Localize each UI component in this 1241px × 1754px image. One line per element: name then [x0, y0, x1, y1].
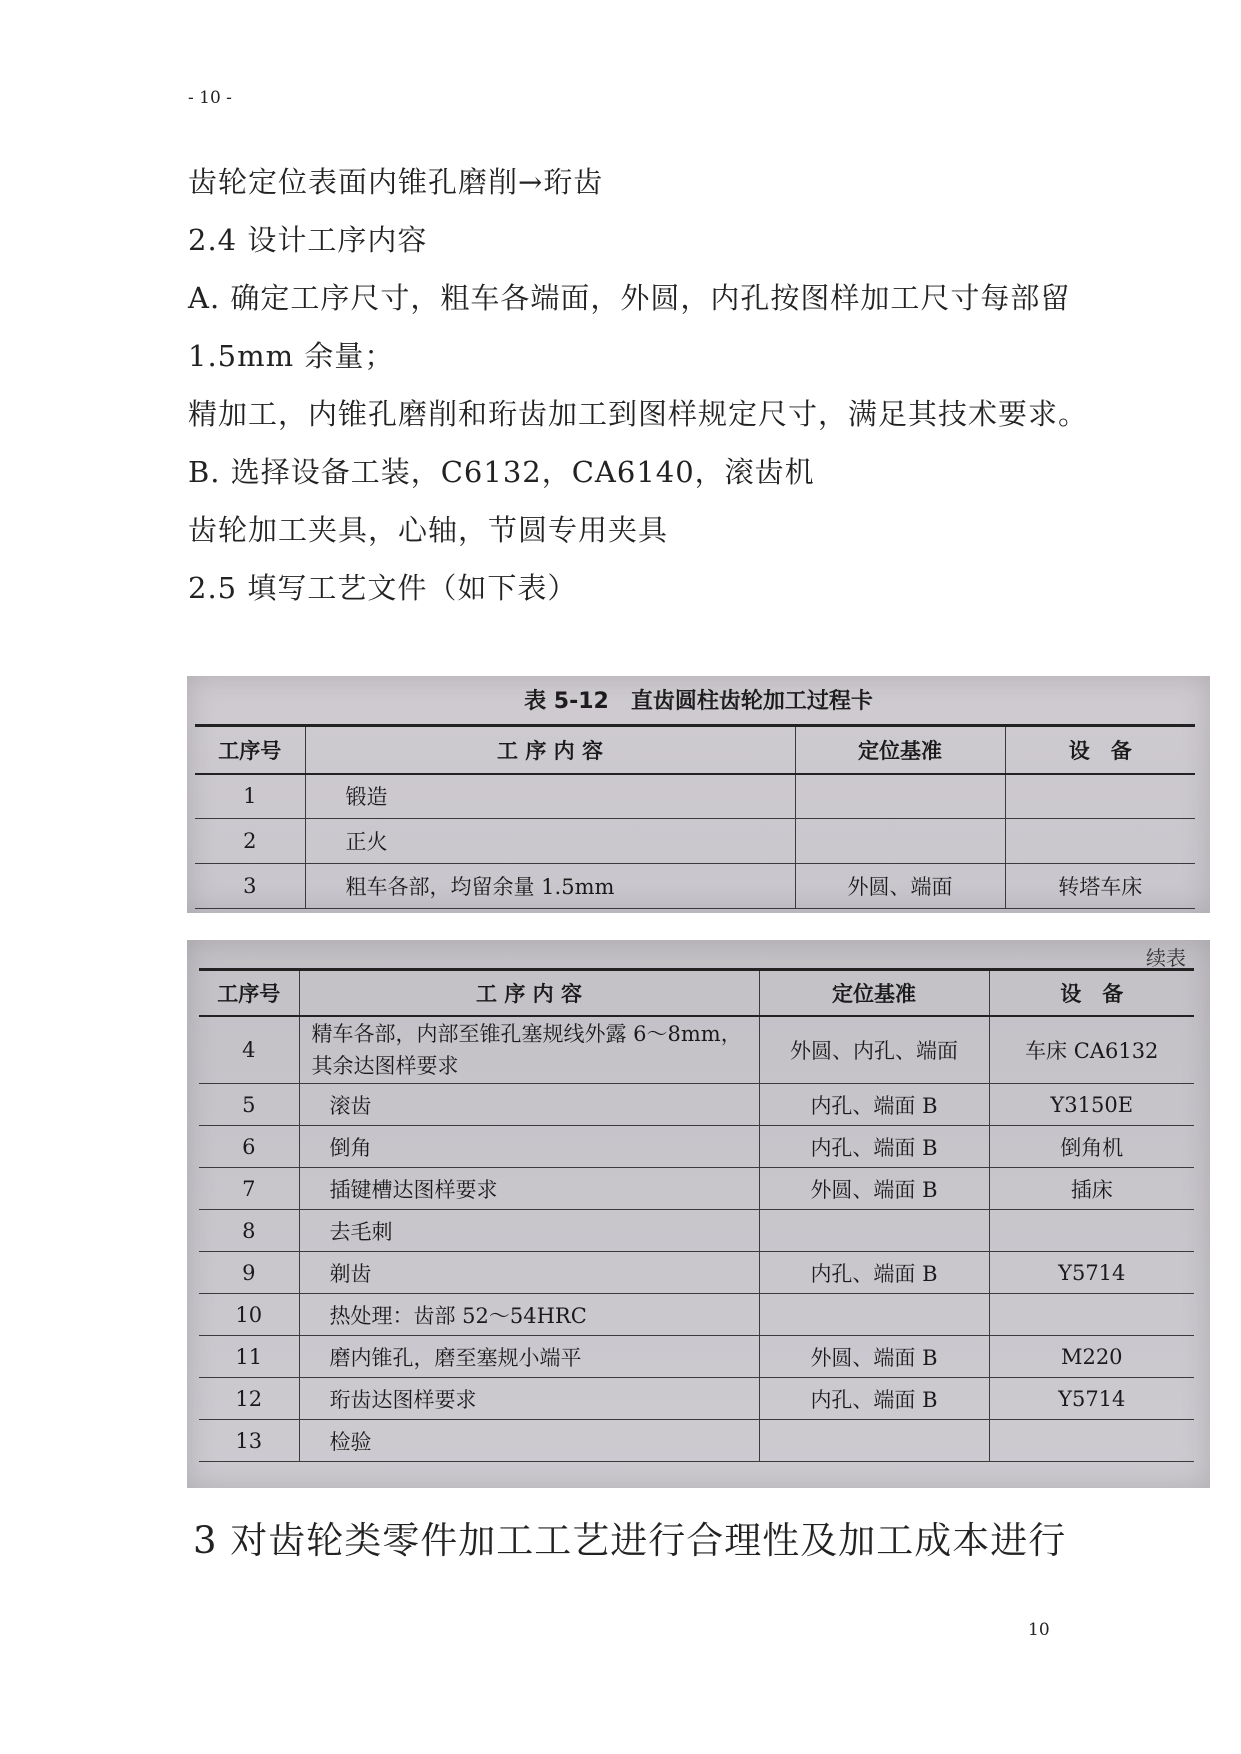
- cell-no: 11: [199, 1336, 299, 1378]
- cell-equip: 倒角机: [989, 1126, 1194, 1168]
- table-row: [195, 819, 1195, 864]
- cell-no: 5: [199, 1084, 299, 1126]
- cell-equip: Y3150E: [989, 1084, 1194, 1126]
- cell-content: 剃齿: [299, 1252, 759, 1294]
- cell-equip: [989, 1210, 1194, 1252]
- cell-base: 内孔、端面 B: [759, 1084, 989, 1126]
- cell-no: 12: [199, 1378, 299, 1420]
- cell-base: 内孔、端面 B: [759, 1252, 989, 1294]
- cell-equip: [1005, 819, 1195, 864]
- cell-no: 9: [199, 1252, 299, 1294]
- cell-content: 磨内锥孔，磨至塞规小端平: [299, 1336, 759, 1378]
- cell-content: 珩齿达图样要求: [299, 1378, 759, 1420]
- cell-content: 正火: [305, 819, 795, 864]
- cell-no: 7: [199, 1168, 299, 1210]
- cell-base: [759, 1294, 989, 1336]
- cell-equip: 转塔车床: [1005, 864, 1195, 909]
- cell-content: 热处理：齿部 52～54HRC: [299, 1294, 759, 1336]
- page-number: 10: [1028, 1620, 1050, 1640]
- cell-content: 检验: [299, 1420, 759, 1462]
- text-line-5: 精加工，内锥孔磨削和珩齿加工到图样规定尺寸，满足其技术要求。: [188, 397, 1089, 431]
- table-row: [195, 774, 1195, 819]
- header-step-no: 工序号: [199, 970, 299, 1016]
- cell-equip: [989, 1294, 1194, 1336]
- header-base: 定位基准: [759, 970, 989, 1016]
- table-row: [199, 1420, 1194, 1462]
- table-row: [199, 1378, 1194, 1420]
- text-line-7: 齿轮加工夹具，心轴，节圆专用夹具: [188, 513, 669, 547]
- cell-equip: [1005, 774, 1195, 819]
- cell-base: [759, 1210, 989, 1252]
- cell-no: 10: [199, 1294, 299, 1336]
- table-caption: 表 5-12 直齿圆柱齿轮加工过程卡: [524, 689, 873, 714]
- table-photo-1: [187, 676, 1210, 913]
- cell-no: 2: [195, 819, 305, 864]
- table-row: [199, 1126, 1194, 1168]
- header-content: 工 序 内 容: [305, 726, 795, 774]
- process-table-2: [199, 968, 1194, 1462]
- cell-equip: 车床 CA6132: [989, 1016, 1194, 1084]
- header-step-no: 工序号: [195, 726, 305, 774]
- cell-base: [795, 819, 1005, 864]
- cell-base: 外圆、端面 B: [759, 1168, 989, 1210]
- table-row: [199, 1210, 1194, 1252]
- cell-content: 插键槽达图样要求: [299, 1168, 759, 1210]
- cell-base: 外圆、端面: [795, 864, 1005, 909]
- text-line-6: B. 选择设备工装，C6132，CA6140，滚齿机: [188, 455, 815, 489]
- cell-equip: Y5714: [989, 1378, 1194, 1420]
- cell-base: [759, 1420, 989, 1462]
- cell-no: 1: [195, 774, 305, 819]
- section-heading-2-4: 2.4 设计工序内容: [188, 223, 428, 257]
- continued-label: 续表: [1146, 946, 1186, 970]
- text-line-3: A. 确定工序尺寸，粗车各端面，外圆，内孔按图样加工尺寸每部留: [188, 281, 1071, 315]
- cell-content: 倒角: [299, 1126, 759, 1168]
- header-equipment: 设 备: [1005, 726, 1195, 774]
- cell-no: 6: [199, 1126, 299, 1168]
- table-photo-2: [187, 940, 1210, 1488]
- cell-equip: 插床: [989, 1168, 1194, 1210]
- cell-base: 外圆、内孔、端面: [759, 1016, 989, 1084]
- text-line-4: 1.5mm 余量；: [188, 339, 395, 373]
- section-heading-2-5: 2.5 填写工艺文件（如下表）: [188, 571, 578, 605]
- cell-base: 内孔、端面 B: [759, 1126, 989, 1168]
- table-row: [199, 1168, 1194, 1210]
- table-row: [195, 864, 1195, 909]
- table-row: [199, 1336, 1194, 1378]
- text-line-1: 齿轮定位表面内锥孔磨削→珩齿: [188, 165, 604, 199]
- cell-base: 外圆、端面 B: [759, 1336, 989, 1378]
- table-row: [199, 1016, 1194, 1084]
- cell-no: 4: [199, 1016, 299, 1084]
- cell-content: 粗车各部，均留余量 1.5mm: [305, 864, 795, 909]
- page-header: - 10 -: [188, 88, 232, 108]
- table-row: [199, 1084, 1194, 1126]
- process-table-1: [195, 724, 1195, 909]
- cell-base: 内孔、端面 B: [759, 1378, 989, 1420]
- cell-equip: M220: [989, 1336, 1194, 1378]
- header-base: 定位基准: [795, 726, 1005, 774]
- table-header-row: [199, 970, 1194, 1016]
- cell-content: 去毛刺: [299, 1210, 759, 1252]
- cell-equip: Y5714: [989, 1252, 1194, 1294]
- table-row: [199, 1252, 1194, 1294]
- cell-content: 滚齿: [299, 1084, 759, 1126]
- table-row: [199, 1294, 1194, 1336]
- cell-content: 精车各部，内部至锥孔塞规线外露 6～8mm，其余达图样要求: [299, 1016, 759, 1084]
- table-header-row: [195, 726, 1195, 774]
- header-equipment: 设 备: [989, 970, 1194, 1016]
- cell-content: 锻造: [305, 774, 795, 819]
- cell-equip: [989, 1420, 1194, 1462]
- header-content: 工 序 内 容: [299, 970, 759, 1016]
- cell-no: 8: [199, 1210, 299, 1252]
- cell-base: [795, 774, 1005, 819]
- cell-no: 13: [199, 1420, 299, 1462]
- cell-no: 3: [195, 864, 305, 909]
- section-heading-3: 3 对齿轮类零件加工工艺进行合理性及加工成本进行: [193, 1519, 1067, 1562]
